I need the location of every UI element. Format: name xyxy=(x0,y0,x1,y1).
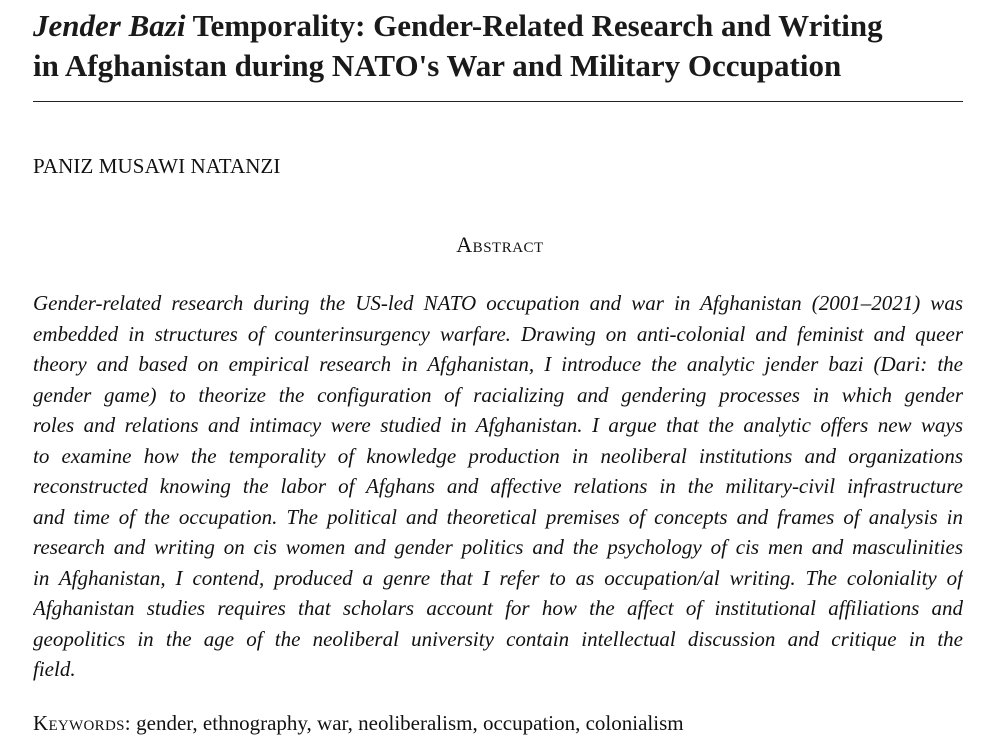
abstract-line: research and writing on cis women and gender politics and the psychology of cis men and masculinities xyxy=(33,535,963,559)
abstract-line: to examine how the temporality of knowledge production in neoliberal institutions and organizations xyxy=(33,443,963,468)
author-name: PANIZ MUSAWI NATANZI xyxy=(33,154,281,178)
abstract-line: reconstructed knowing the labor of Afghans and affective relations in the military-civil infrastructure xyxy=(33,474,963,498)
keywords xyxy=(33,708,684,738)
abstract-line: gender game) to theorize the configuration of racializing and gendering processes in which gender xyxy=(33,382,963,407)
abstract-line: Afghanistan studies requires that scholars account for how the affect of institutional affiliations and xyxy=(33,596,963,620)
abstract-heading: Abstract xyxy=(456,232,544,257)
abstract-line: geopolitics in the age of the neoliberal university contain intellectual discussion and critique in the xyxy=(33,626,963,651)
abstract-line: Gender-related research during the US-led NATO occupation and war in Afghanistan (2001–2021) was xyxy=(33,291,963,315)
abstract-line: field. xyxy=(33,657,76,681)
title-line-1-rest: Temporality: Gender-Related Research and Writing xyxy=(185,8,883,43)
abstract-line: embedded in structures of counterinsurgency warfare. Drawing on anti-colonial and feminist and queer xyxy=(33,321,963,346)
title-line-1 xyxy=(33,6,973,46)
title-divider xyxy=(33,101,963,102)
keywords-label: Keywords: xyxy=(33,711,131,735)
title-line-2: in Afghanistan during NATO's War and Military Occupation xyxy=(33,48,842,83)
paper-title xyxy=(33,6,973,86)
abstract-line: roles and relations and intimacy were studied in Afghanistan. I argue that the analytic offers new ways xyxy=(33,413,963,437)
keywords-list: gender, ethnography, war, neoliberalism, occupation, colonialism xyxy=(130,711,684,735)
abstract-line: theory and based on empirical research in Afghanistan, I introduce the analytic jender bazi (Dari: the xyxy=(33,352,963,376)
abstract-line: in Afghanistan, I contend, produced a genre that I refer to as occupation/al writing. The coloniality of xyxy=(33,565,963,590)
title-italic-term: Jender Bazi xyxy=(33,8,186,43)
abstract-body xyxy=(33,288,963,685)
abstract-line: and time of the occupation. The political and theoretical premises of concepts and frames of analysis in xyxy=(33,504,963,529)
